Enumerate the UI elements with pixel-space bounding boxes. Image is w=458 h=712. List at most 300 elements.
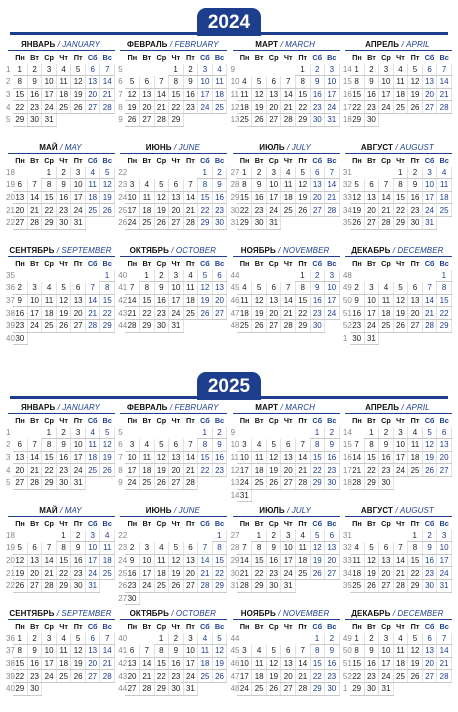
day-cell: 22 — [350, 101, 365, 114]
day-cell: 10 — [125, 451, 140, 464]
week-number: 1 — [6, 428, 11, 438]
week-number: 28 — [230, 180, 240, 190]
month-title-underline — [120, 619, 227, 620]
empty-day-cell — [42, 530, 57, 542]
empty-day-cell — [27, 332, 42, 345]
day-cell: 17 — [125, 464, 140, 477]
empty-day-cell — [364, 530, 379, 542]
day-cell: 31 — [71, 216, 86, 229]
empty-day-cell — [42, 270, 57, 282]
week-number: 28 — [230, 543, 240, 553]
day-cell: 29 — [310, 682, 325, 695]
day-cell: 7 — [100, 64, 115, 76]
week-row — [343, 101, 452, 114]
day-cell: 26 — [198, 307, 213, 320]
weekday-header: Ср — [156, 156, 167, 166]
day-cell: 23 — [408, 204, 423, 217]
day-cell: 27 — [422, 670, 437, 683]
week-row — [118, 530, 227, 542]
weekday-header: Ср — [156, 53, 167, 63]
week-number-header — [231, 518, 238, 530]
day-cell: 19 — [408, 88, 423, 101]
month-name-en: NOVEMBER — [282, 246, 330, 255]
week-number: 13 — [230, 478, 240, 488]
day-cell: 13 — [27, 554, 42, 567]
weekday-header: Вс — [327, 519, 337, 529]
day-cell: 23 — [252, 204, 267, 217]
week-number-header — [231, 52, 238, 64]
day-cell: 27 — [183, 579, 198, 592]
day-cell: 7 — [437, 64, 452, 76]
empty-day-cell — [198, 319, 213, 332]
day-cell: 8 — [140, 282, 155, 295]
day-cell: 16 — [183, 88, 198, 101]
day-cell: 30 — [169, 682, 184, 695]
week-row — [231, 554, 340, 567]
day-cell: 1 — [295, 270, 310, 282]
day-cell: 26 — [408, 670, 423, 683]
month-days-table — [118, 621, 227, 696]
empty-day-cell — [85, 332, 100, 345]
day-cell: 26 — [364, 579, 379, 592]
empty-day-cell — [169, 530, 184, 542]
day-cell: 22 — [198, 464, 213, 477]
day-cell: 13 — [422, 76, 437, 89]
day-cell: 30 — [325, 682, 340, 695]
week-row — [231, 439, 340, 452]
day-cell: 19 — [364, 567, 379, 580]
day-cell: 29 — [56, 579, 71, 592]
day-cell: 10 — [183, 645, 198, 658]
week-number: 44 — [230, 271, 240, 281]
week-row — [6, 319, 115, 332]
day-cell: 14 — [295, 451, 310, 464]
week-row — [6, 216, 115, 229]
week-number: 4 — [6, 465, 11, 475]
weekday-header: Чт — [396, 622, 405, 632]
day-cell: 20 — [281, 670, 296, 683]
empty-day-cell — [325, 489, 340, 502]
day-cell: 4 — [393, 64, 408, 76]
month-title — [6, 609, 115, 619]
week-row — [118, 567, 227, 580]
week-row — [343, 554, 452, 567]
week-number: 43 — [118, 671, 128, 681]
day-cell: 9 — [169, 645, 184, 658]
day-cell: 2 — [266, 530, 281, 542]
day-cell: 27 — [266, 113, 281, 126]
day-cell: 21 — [183, 204, 198, 217]
day-cell: 29 — [140, 319, 155, 332]
day-cell: 16 — [56, 451, 71, 464]
week-number-header — [231, 258, 238, 270]
day-cell: 24 — [140, 579, 155, 592]
week-number-header — [118, 518, 125, 530]
month-name-separator: / — [399, 40, 407, 49]
weekday-header-row — [343, 258, 452, 270]
month-august-2025 — [343, 506, 452, 609]
week-row — [231, 319, 340, 332]
day-cell: 1 — [100, 270, 115, 282]
month-days-table — [343, 621, 452, 696]
day-cell: 28 — [100, 101, 115, 114]
week-row — [343, 682, 452, 695]
empty-day-cell — [252, 427, 267, 439]
day-cell: 28 — [125, 319, 140, 332]
weekday-header: Чт — [396, 156, 405, 166]
empty-day-cell — [237, 427, 252, 439]
month-name-separator: / — [168, 246, 176, 255]
day-cell: 12 — [169, 554, 184, 567]
day-cell: 18 — [350, 567, 365, 580]
empty-day-cell — [310, 216, 325, 229]
day-cell: 23 — [379, 464, 394, 477]
week-number: 30 — [230, 205, 240, 215]
day-cell: 11 — [393, 76, 408, 89]
weekday-header: Сб — [200, 156, 210, 166]
month-title-underline — [233, 413, 340, 414]
day-cell: 20 — [85, 657, 100, 670]
day-cell: 14 — [325, 179, 340, 192]
day-cell: 23 — [325, 670, 340, 683]
day-cell: 10 — [325, 282, 340, 295]
day-cell: 1 — [198, 167, 213, 179]
day-cell: 18 — [237, 307, 252, 320]
empty-day-cell — [393, 682, 408, 695]
weekday-header: Вт — [254, 156, 264, 166]
week-number: 35 — [342, 581, 352, 591]
week-number: 45 — [230, 646, 240, 656]
empty-day-cell — [140, 427, 155, 439]
week-number: 22 — [118, 531, 128, 541]
weekday-header: Пн — [239, 622, 250, 632]
day-cell: 22 — [364, 464, 379, 477]
day-cell: 16 — [350, 307, 365, 320]
day-cell: 5 — [310, 530, 325, 542]
day-cell: 29 — [408, 579, 423, 592]
week-row — [118, 307, 227, 320]
weekday-header: Вс — [102, 416, 112, 426]
month-name-en: JULY — [291, 143, 311, 152]
week-number: 31 — [342, 531, 352, 541]
day-cell: 27 — [212, 307, 227, 320]
month-name-separator: / — [54, 246, 62, 255]
day-cell: 16 — [252, 191, 267, 204]
weekday-header: Пт — [410, 156, 420, 166]
week-row — [118, 319, 227, 332]
day-cell: 16 — [325, 451, 340, 464]
day-cell: 27 — [310, 204, 325, 217]
week-number-header — [343, 415, 350, 427]
day-cell: 11 — [56, 76, 71, 89]
month-title — [343, 40, 452, 50]
weekday-header-row — [118, 155, 227, 167]
day-cell: 26 — [100, 204, 115, 217]
day-cell: 14 — [281, 294, 296, 307]
day-cell: 15 — [252, 554, 267, 567]
day-cell: 24 — [85, 567, 100, 580]
day-cell: 8 — [437, 282, 452, 295]
day-cell: 1 — [350, 633, 365, 645]
empty-day-cell — [437, 332, 452, 345]
empty-day-cell — [140, 64, 155, 76]
day-cell: 3 — [42, 633, 57, 645]
day-cell: 18 — [198, 657, 213, 670]
day-cell: 12 — [154, 191, 169, 204]
week-row — [6, 633, 115, 645]
empty-day-cell — [266, 64, 281, 76]
day-cell: 23 — [310, 101, 325, 114]
weekday-header: Пн — [352, 416, 362, 426]
day-cell: 15 — [140, 294, 155, 307]
day-cell: 12 — [56, 294, 71, 307]
day-cell: 11 — [350, 554, 365, 567]
day-cell: 28 — [140, 682, 155, 695]
day-cell: 28 — [100, 670, 115, 683]
month-title-underline — [345, 619, 452, 620]
week-row — [6, 282, 115, 295]
week-row — [118, 88, 227, 101]
day-cell: 8 — [393, 179, 408, 192]
day-cell: 30 — [350, 332, 365, 345]
week-row — [6, 530, 115, 542]
week-number: 24 — [118, 193, 128, 203]
week-number: 36 — [6, 634, 15, 644]
day-cell: 6 — [13, 439, 28, 452]
weekday-header: Сб — [87, 622, 98, 632]
day-cell: 11 — [408, 439, 423, 452]
week-number: 40 — [6, 684, 15, 694]
day-cell: 18 — [56, 657, 71, 670]
day-cell: 6 — [169, 439, 184, 452]
week-row — [231, 542, 340, 555]
day-cell: 3 — [71, 427, 86, 439]
day-cell: 1 — [42, 427, 57, 439]
day-cell: 9 — [408, 179, 423, 192]
day-cell: 24 — [183, 670, 198, 683]
day-cell: 4 — [140, 179, 155, 192]
day-cell: 12 — [154, 451, 169, 464]
day-cell: 20 — [364, 204, 379, 217]
weekday-header: Вс — [214, 519, 225, 529]
empty-day-cell — [212, 476, 227, 489]
day-cell: 13 — [140, 88, 155, 101]
month-title-underline — [120, 50, 227, 51]
day-cell: 22 — [408, 567, 423, 580]
week-row — [231, 101, 340, 114]
day-cell: 26 — [125, 113, 140, 126]
week-number: 45 — [230, 283, 240, 293]
day-cell: 12 — [100, 439, 115, 452]
month-title-underline — [8, 50, 115, 51]
day-cell: 30 — [56, 476, 71, 489]
week-number: 41 — [118, 646, 128, 656]
month-days-table — [231, 155, 340, 230]
weekday-header: Пт — [410, 259, 420, 269]
month-name-en: NOVEMBER — [282, 609, 330, 618]
week-row — [118, 670, 227, 683]
week-number: 8 — [118, 102, 123, 112]
week-row — [343, 439, 452, 452]
day-cell: 19 — [252, 101, 267, 114]
day-cell: 10 — [27, 294, 42, 307]
week-number: 6 — [118, 440, 123, 450]
weekday-header: Пт — [410, 53, 420, 63]
month-name-separator: / — [393, 506, 400, 515]
empty-day-cell — [393, 476, 408, 489]
day-cell: 20 — [325, 554, 340, 567]
day-cell: 2 — [379, 427, 394, 439]
month-name-en: APRIL — [406, 40, 430, 49]
month-name-separator: / — [390, 246, 398, 255]
day-cell: 5 — [422, 427, 437, 439]
week-row — [231, 464, 340, 477]
empty-day-cell — [408, 270, 423, 282]
day-cell: 23 — [212, 204, 227, 217]
weekday-header: Сб — [200, 622, 210, 632]
day-cell: 17 — [169, 294, 184, 307]
week-number: 31 — [230, 581, 240, 591]
week-row — [343, 567, 452, 580]
weekday-header: Сб — [312, 416, 323, 426]
day-cell: 18 — [295, 554, 310, 567]
empty-day-cell — [13, 427, 28, 439]
day-cell: 9 — [27, 76, 42, 89]
day-cell: 2 — [56, 427, 71, 439]
day-cell: 2 — [212, 167, 227, 179]
week-number: 21 — [6, 205, 15, 215]
empty-day-cell — [295, 489, 310, 502]
day-cell: 27 — [325, 567, 340, 580]
day-cell: 26 — [154, 216, 169, 229]
month-title-underline — [345, 153, 452, 154]
day-cell: 9 — [183, 76, 198, 89]
day-cell: 25 — [140, 476, 155, 489]
day-cell: 23 — [56, 464, 71, 477]
week-number: 19 — [6, 543, 15, 553]
day-cell: 23 — [27, 101, 42, 114]
month-july-2024 — [231, 143, 340, 246]
day-cell: 18 — [85, 191, 100, 204]
day-cell: 5 — [266, 645, 281, 658]
day-cell: 28 — [183, 476, 198, 489]
weekday-header: Вт — [142, 156, 152, 166]
empty-day-cell — [393, 332, 408, 345]
month-name-en: JANUARY — [62, 403, 101, 412]
day-cell: 28 — [27, 216, 42, 229]
month-name-separator: / — [171, 143, 179, 152]
weekday-header: Пн — [127, 519, 138, 529]
week-number: 3 — [6, 453, 11, 463]
week-number: 37 — [6, 296, 15, 306]
empty-day-cell — [27, 167, 42, 179]
month-title — [343, 403, 452, 413]
day-cell: 20 — [71, 307, 86, 320]
day-cell: 30 — [212, 216, 227, 229]
day-cell: 25 — [42, 319, 57, 332]
day-cell: 5 — [198, 270, 213, 282]
weekday-header: Чт — [59, 519, 68, 529]
week-row — [118, 179, 227, 192]
month-name-ru: ОКТЯБРЬ — [129, 609, 169, 618]
weekday-header: Вс — [214, 53, 225, 63]
day-cell: 15 — [350, 657, 365, 670]
day-cell: 15 — [393, 191, 408, 204]
week-number: 27 — [230, 168, 240, 178]
day-cell: 29 — [350, 113, 365, 126]
week-row — [343, 451, 452, 464]
day-cell: 1 — [252, 530, 267, 542]
day-cell: 31 — [422, 216, 437, 229]
week-row — [231, 204, 340, 217]
day-cell: 12 — [310, 542, 325, 555]
month-name-en: MARCH — [285, 403, 315, 412]
empty-day-cell — [408, 113, 423, 126]
week-number: 51 — [342, 308, 352, 318]
weekday-header: Чт — [59, 156, 68, 166]
week-row — [231, 682, 340, 695]
week-row — [343, 579, 452, 592]
day-cell: 16 — [169, 657, 184, 670]
empty-day-cell — [325, 216, 340, 229]
day-cell: 18 — [56, 88, 71, 101]
month-name-ru: ДЕКАБРЬ — [351, 609, 391, 618]
day-cell: 9 — [212, 179, 227, 192]
day-cell: 11 — [393, 645, 408, 658]
week-row — [343, 294, 452, 307]
empty-day-cell — [281, 64, 296, 76]
weekday-header: Ср — [381, 622, 391, 632]
week-row — [343, 645, 452, 658]
day-cell: 12 — [408, 76, 423, 89]
day-cell: 11 — [437, 179, 452, 192]
day-cell: 21 — [393, 567, 408, 580]
day-cell: 3 — [325, 270, 340, 282]
day-cell: 8 — [295, 282, 310, 295]
month-name-separator: / — [393, 143, 400, 152]
month-name-separator: / — [55, 403, 63, 412]
day-cell: 2 — [252, 167, 267, 179]
month-title — [118, 609, 227, 619]
weekday-header: Пт — [410, 519, 420, 529]
weekday-header: Пн — [239, 156, 250, 166]
day-cell: 18 — [408, 451, 423, 464]
day-cell: 5 — [252, 282, 267, 295]
weekday-header-row — [343, 155, 452, 167]
day-cell: 12 — [252, 88, 267, 101]
month-title-underline — [233, 50, 340, 51]
day-cell: 28 — [198, 579, 213, 592]
week-row — [6, 76, 115, 89]
day-cell: 20 — [27, 567, 42, 580]
week-row — [343, 76, 452, 89]
day-cell: 2 — [27, 633, 42, 645]
empty-day-cell — [100, 216, 115, 229]
week-row — [343, 88, 452, 101]
day-cell: 25 — [154, 579, 169, 592]
empty-day-cell — [125, 64, 140, 76]
empty-day-cell — [212, 113, 227, 126]
weekday-header: Пн — [15, 519, 25, 529]
day-cell: 14 — [27, 451, 42, 464]
month-title — [6, 40, 115, 50]
week-number: 34 — [342, 205, 352, 215]
day-cell: 1 — [154, 633, 169, 645]
month-title — [118, 403, 227, 413]
day-cell: 17 — [379, 657, 394, 670]
day-cell: 19 — [154, 204, 169, 217]
empty-day-cell — [85, 216, 100, 229]
